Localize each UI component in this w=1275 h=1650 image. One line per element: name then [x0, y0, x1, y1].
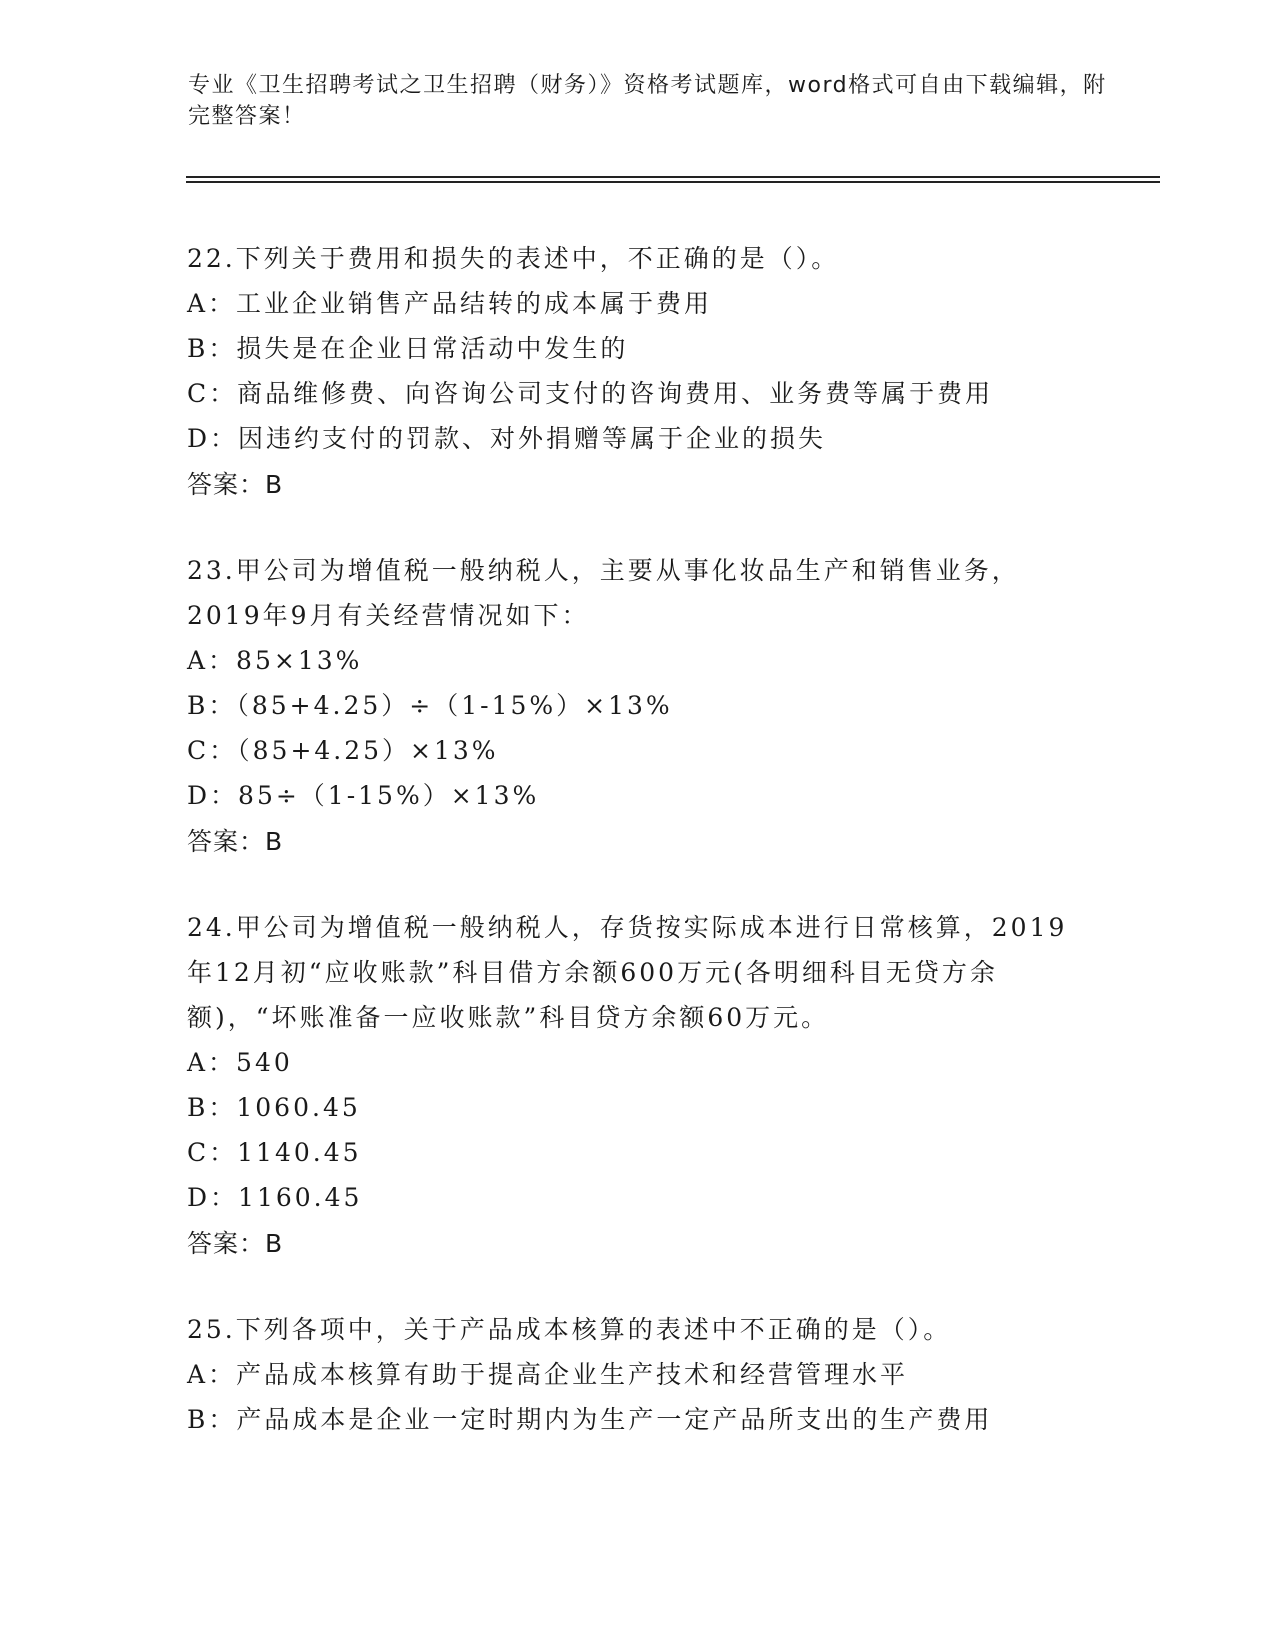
question-22	[187, 236, 1087, 508]
option-a: A：产品成本核算有助于提高企业生产技术和经营管理水平	[187, 1360, 909, 1389]
option-a: A：540	[187, 1048, 293, 1077]
question-list	[187, 236, 1087, 1482]
option-a: A：85×13%	[187, 646, 363, 675]
answer-line: 答案：B	[187, 470, 284, 499]
option-c: C：（85+4.25）×13%	[187, 736, 499, 765]
option-d: D：因违约支付的罚款、对外捐赠等属于企业的损失	[187, 424, 827, 453]
header-rule-top	[186, 176, 1160, 178]
answer-line: 答案：B	[187, 1229, 284, 1258]
question-stem: 22.下列关于费用和损失的表述中，不正确的是（）。	[187, 244, 840, 273]
question-23	[187, 548, 1087, 865]
document-header	[188, 70, 1108, 132]
header-rule-bottom	[186, 181, 1160, 183]
option-c: C：商品维修费、向咨询公司支付的咨询费用、业务费等属于费用	[187, 379, 994, 408]
option-b: B：损失是在企业日常活动中发生的	[187, 334, 629, 363]
header-title: 专业《卫生招聘考试之卫生招聘（财务）》资格考试题库，word格式可自由下载编辑，附完整答案！	[188, 73, 1107, 129]
option-b: B：产品成本是企业一定时期内为生产一定产品所支出的生产费用	[187, 1405, 993, 1434]
option-d: D：1160.45	[187, 1183, 363, 1212]
option-a: A：工业企业销售产品结转的成本属于费用	[187, 289, 713, 318]
answer-line: 答案：B	[187, 827, 284, 856]
option-b: B：（85+4.25）÷（1-15%）×13%	[187, 691, 673, 720]
question-stem: 25.下列各项中，关于产品成本核算的表述中不正确的是（）。	[187, 1315, 952, 1344]
option-b: B：1060.45	[187, 1093, 361, 1122]
option-c: C：1140.45	[187, 1138, 362, 1167]
question-stem: 23.甲公司为增值税一般纳税人，主要从事化妆品生产和销售业务，2019年9月有关经营情况如下：	[187, 556, 1020, 630]
option-d: D：85÷（1-15%）×13%	[187, 781, 540, 810]
question-25	[187, 1307, 1087, 1442]
question-stem: 24.甲公司为增值税一般纳税人，存货按实际成本进行日常核算，2019年12月初“应收账款”科目借方余额600万元(各明细科目无贷方余额)，“坏账准备一应收账款”科目贷方余额60万元。	[187, 913, 1068, 1032]
question-24	[187, 905, 1087, 1267]
